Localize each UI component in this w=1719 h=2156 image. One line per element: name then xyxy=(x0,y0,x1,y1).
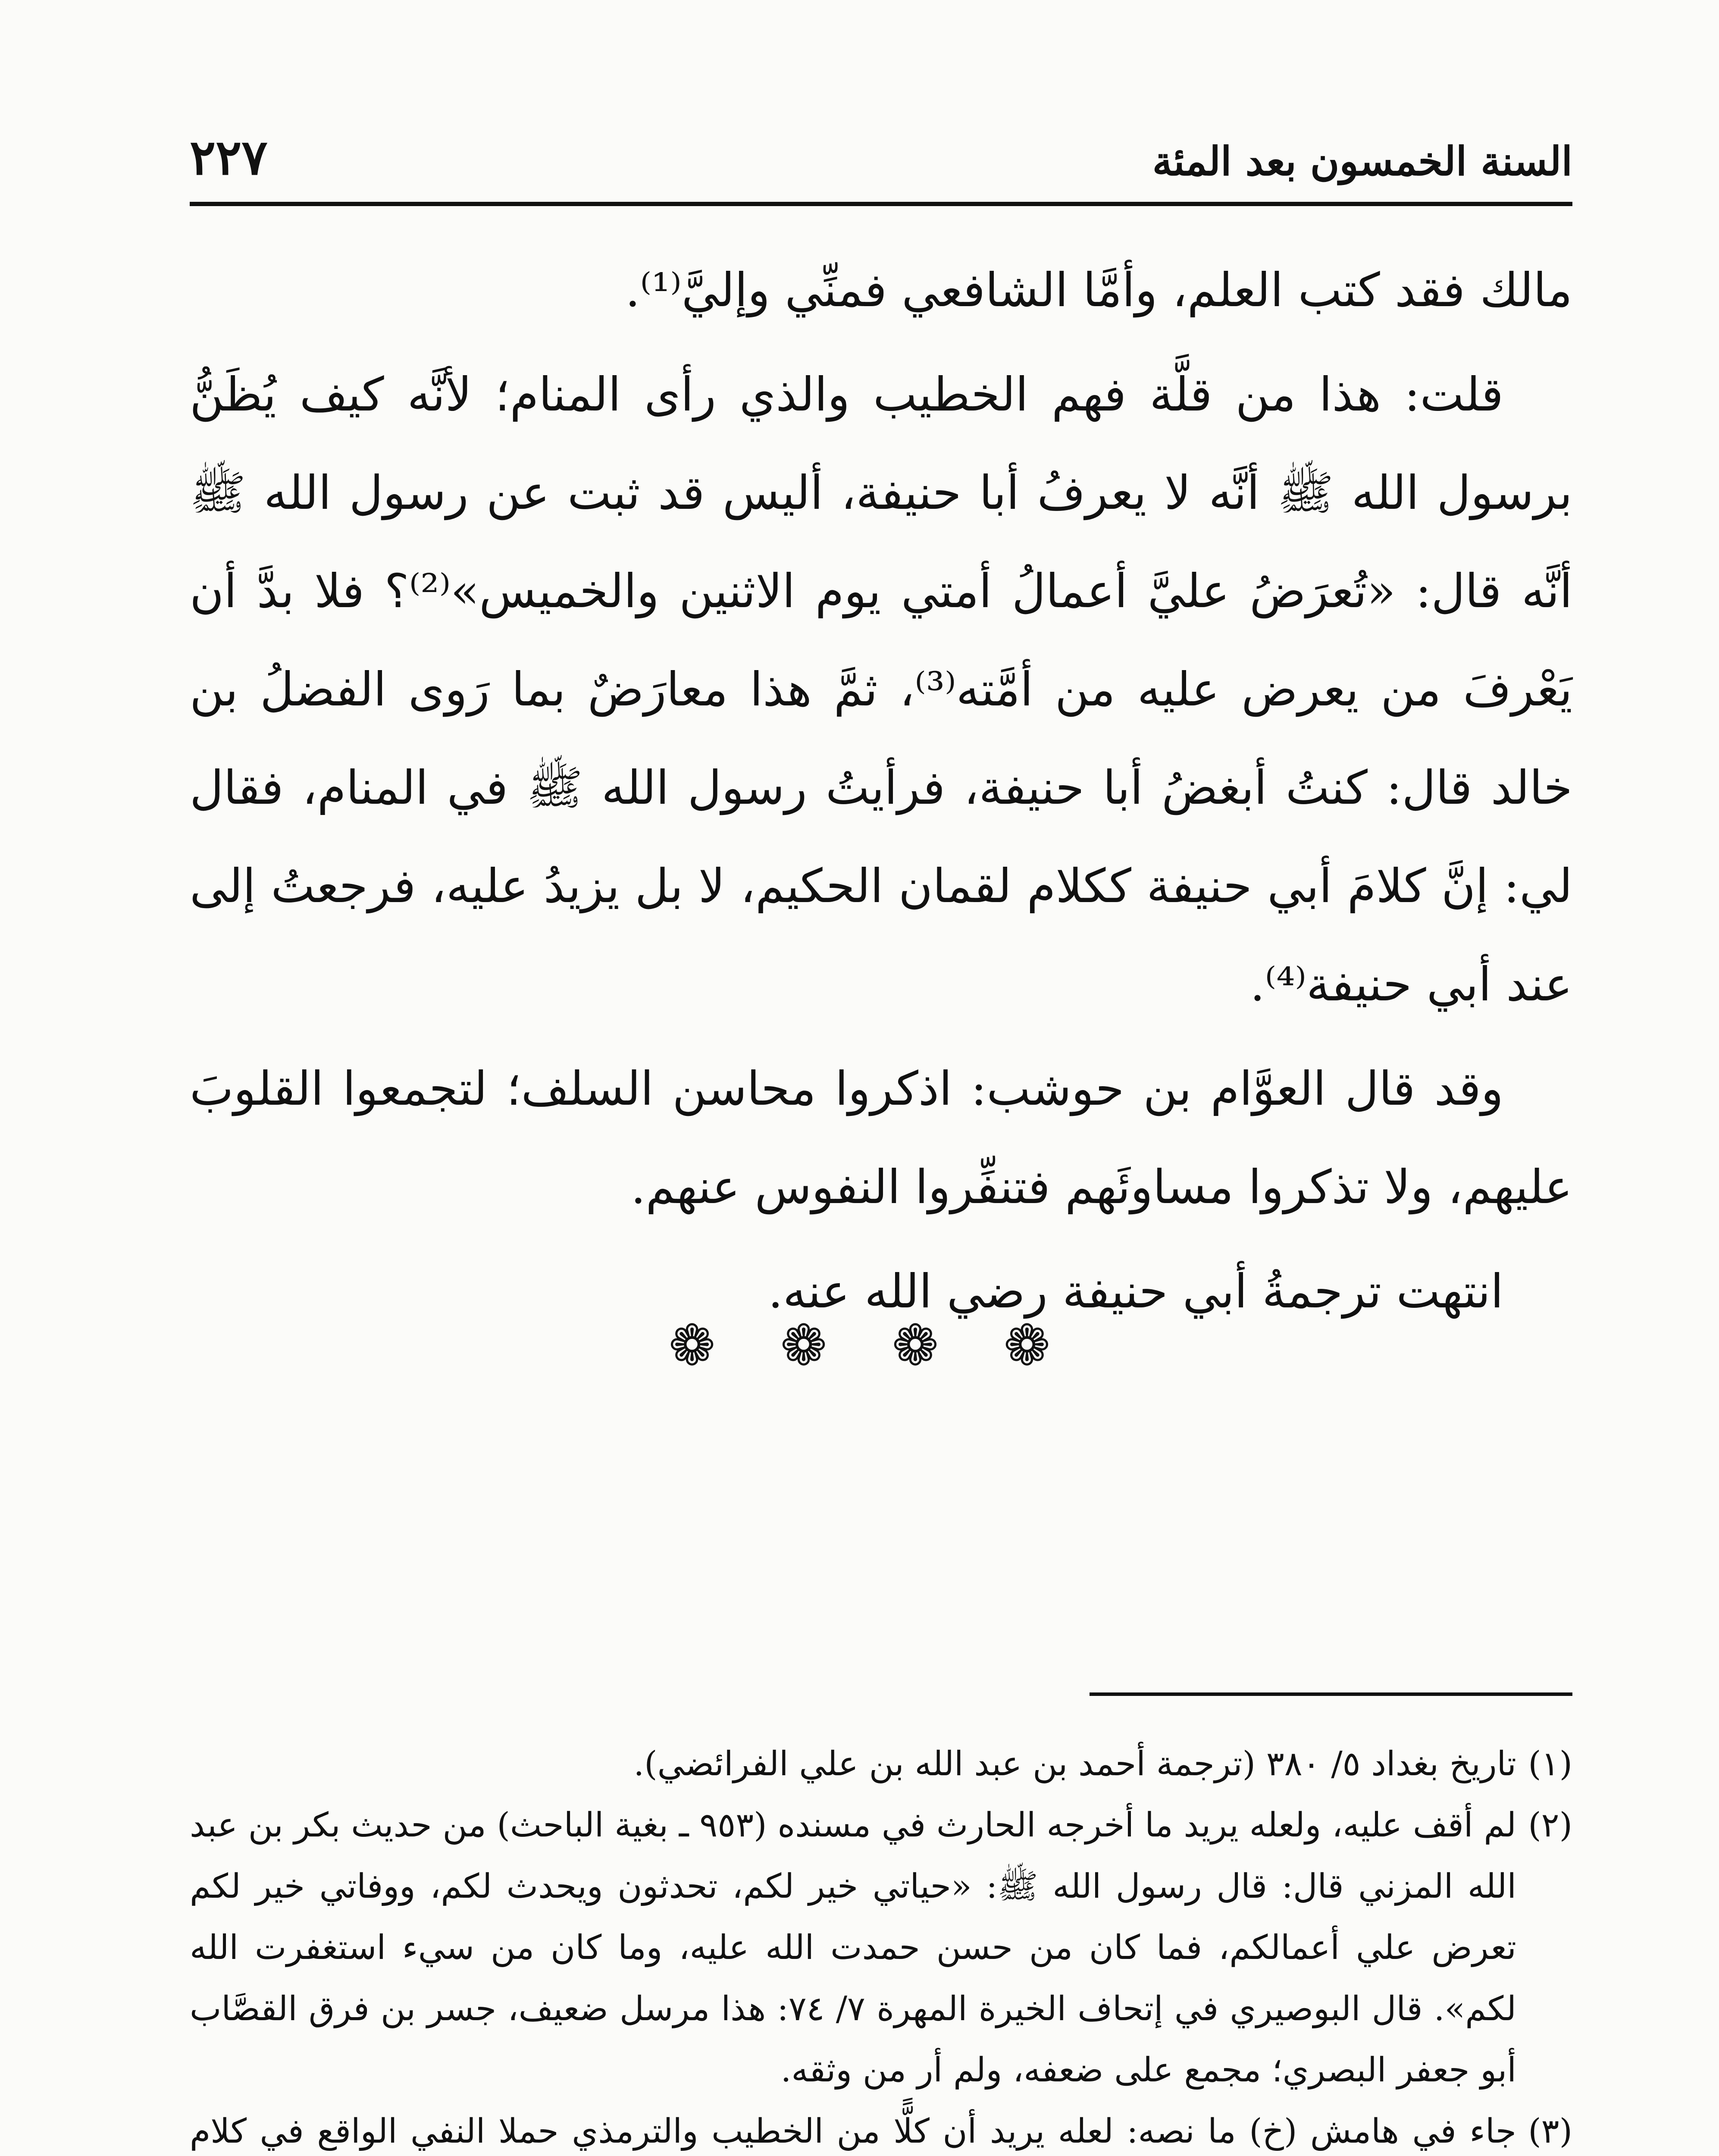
footnote-divider xyxy=(1090,1692,1572,1696)
footnote-text: تاريخ بغداد ٥/ ٣٨٠ (ترجمة أحمد بن عبد الله بن علي الفرائضي). xyxy=(633,1745,1516,1783)
section-ornaments xyxy=(0,1311,1719,1380)
rosette-ornament-icon: ❁ xyxy=(780,1313,827,1378)
footnote-number: (٣) xyxy=(1528,2112,1572,2151)
footnote-number: (١) xyxy=(1528,1745,1572,1783)
footnote-number: (٢) xyxy=(1528,1806,1572,1845)
main-text xyxy=(190,241,1572,1341)
paragraph-closing: انتهت ترجمةُ أبي حنيفة رضي الله عنه. xyxy=(768,1265,1503,1319)
paragraph-commentary: قلت: هذا من قلَّة فهم الخطيب والذي رأى المنام؛ لأنَّه كيف يُظَنُّ برسول الله ﷺ أنَّه لا يعرفُ أبا حنيفة، أليس قد ثبت عن رسول الله ﷺ أنَّه قال: «تُعرَضُ عليَّ أعمالُ أمتي يوم الاثنين والخميس»⁽²⁾؟ فلا بدَّ أن يَعْرفَ من يعرض عليه من أمَّته⁽³⁾، ثمَّ هذا معارَضٌ بما رَوى الفضلُ بن خالد قال: كنتُ أبغضُ أبا حنيفة، فرأيتُ رسول الله ﷺ في المنام، فقال لي: إنَّ كلامَ أبي حنيفة ككلام لقمان الحكيم، لا بل يزيدُ عليه، فرجعتُ إلى عند أبي حنيفة⁽⁴⁾. xyxy=(190,368,1572,1012)
rosette-ornament-icon: ❁ xyxy=(1003,1313,1051,1378)
footnote-item xyxy=(190,2101,1572,2156)
page-number: ٢٢٧ xyxy=(190,129,268,186)
footnotes xyxy=(190,1733,1572,2156)
header-divider xyxy=(190,202,1572,206)
paragraph-continuation: مالك فقد كتب العلم، وأمَّا الشافعي فمنِّي وإليَّ⁽¹⁾. xyxy=(625,263,1572,317)
rosette-ornament-icon: ❁ xyxy=(892,1313,939,1378)
running-title: السنة الخمسون بعد المئة xyxy=(1152,138,1572,185)
footnote-text: جاء في هامش (خ) ما نصه: لعله يريد أن كلًّا من الخطيب والترمذي حملا النفي الواقع في كلام xyxy=(190,2112,1516,2151)
rosette-ornament-icon: ❁ xyxy=(668,1313,716,1378)
footnote-text: لم أقف عليه، ولعله يريد ما أخرجه الحارث في مسنده (٩٥٣ ـ بغية الباحث) من حديث بكر بن عبد الله المزني قال: قال رسول الله ﷺ: «حياتي خير لكم، تحدثون ويحدث لكم، ووفاتي خير لكم تعرض علي أعمالكم، فما كان من حسن حمدت الله عليه، وما كان من سيء استغفرت الله لكم». قال البوصيري في إتحاف الخيرة المهرة ٧/ ٧٤: هذا مرسل ضعيف، جسر بن فرق القصَّاب أبو جعفر البصري؛ مجمع على ضعفه، ولم أر من وثقه. xyxy=(189,1806,1516,2090)
footnote-item xyxy=(190,1733,1572,1795)
page-header xyxy=(190,129,1572,203)
paragraph-quote: وقد قال العوَّام بن حوشب: اذكروا محاسن السلف؛ لتجمعوا القلوبَ عليهم، ولا تذكروا مساوئَهم فتنفِّروا النفوس عنهم. xyxy=(190,1062,1572,1214)
footnote-item xyxy=(190,1795,1572,2101)
